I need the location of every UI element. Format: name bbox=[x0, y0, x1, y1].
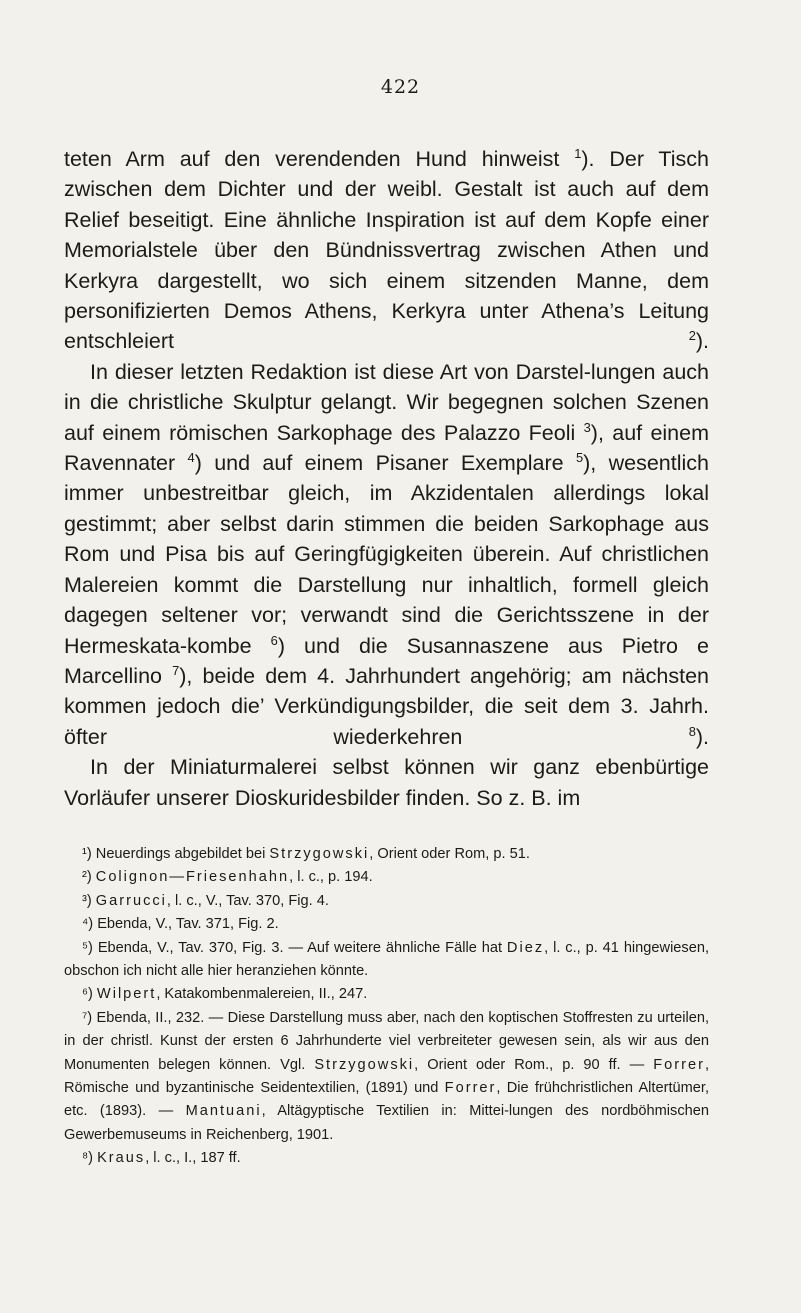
footnote-ref-5: 5 bbox=[575, 449, 584, 465]
footnote-7: ⁷) Ebenda, II., 232. — Diese Darstellung muss aber, nach den koptischen Stoffresten zu urteilen, in der christl. Kunst der ersten 6 Jahrhunderte viel verbreiteter gewesen sein, als wir aus den Monumenten belegen können. Vgl. Strzygowski, Orient oder Rom., p. 90 ff. — Forrer, Römische und byzantinische Seidentextilien, (1891) und Forrer, Die frühchristlichen Altertümer, etc. (1893). — Mantuani, Altägyptische Textilien in: Mittei-lungen des nordböhmischen Gewerbemuseums in Reichenberg, 1901. bbox=[64, 1009, 710, 1143]
footnote-2: ²) Colignon—Friesenhahn, l. c., p. 194. bbox=[82, 869, 373, 886]
footnote-ref-4: 4 bbox=[187, 449, 195, 465]
footnote-4: ⁴) Ebenda, V., Tav. 371, Fig. 2. bbox=[82, 916, 279, 933]
footnote-1: ¹) Neuerdings abgebildet bei Strzygowski, Orient oder Rom, p. 51. bbox=[82, 846, 530, 862]
footnote-ref-8: 8 bbox=[688, 723, 696, 739]
footnote-8: ⁸) Kraus, l. c., I., 187 ff. bbox=[82, 1150, 241, 1167]
main-text bbox=[64, 144, 709, 813]
paragraph-1: teten Arm auf den verendenden Hund hinweist $^1$). Der Tisch zwischen dem Dichter und der weibl. Gestalt ist auch auf dem Relief beseitigt. Eine ähnliche Inspiration ist auf dem Kopfe einer Memorialstele über den Bündnissvertrag zwischen Athen und Kerkyra dargestellt, wo sich einem sitzenden Manne, dem personifizierten Demos Athens, Kerkyra unter Athena’s Leitung entschleiert $^2$). bbox=[64, 145, 710, 354]
footnote-ref-3: 3 bbox=[583, 419, 591, 435]
footnote-3: ³) Garrucci, l. c., V., Tav. 370, Fig. 4. bbox=[82, 892, 329, 909]
footnotes bbox=[64, 843, 709, 1171]
footnote-ref-1: 1 bbox=[574, 145, 582, 161]
paragraph-3: In der Miniaturmalerei selbst können wir ganz ebenbürtige Vorläufer unserer Dioskuridesbilder finden. So z. B. im bbox=[64, 755, 709, 810]
page-number: 422 bbox=[380, 76, 421, 98]
footnote-ref-7: 7 bbox=[172, 662, 180, 678]
footnote-ref-6: 6 bbox=[270, 632, 278, 648]
footnote-ref-2: 2 bbox=[688, 328, 696, 344]
footnote-5: ⁵) Ebenda, V., Tav. 370, Fig. 3. — Auf weitere ähnliche Fälle hat Diez, l. c., p. 41 hingewiesen, obschon ich nicht alle hier heranziehen könnte. bbox=[64, 939, 710, 980]
footnote-6: ⁶) Wilpert, Katakombenmalereien, II., 247. bbox=[82, 986, 368, 1003]
paragraph-2: In dieser letzten Redaktion ist diese Art von Darstel-lungen auch in die christliche Skulptur gelangt. Wir begegnen solchen Szenen auf einem römischen Sarkophage des Palazzo Feoli $^3$), auf einem Ravennater $^4$) und auf einem Pisaner Exemplare $^5$), wesentlich immer unbestreitbar gleich, im Akzidentalen allerdings lokal gestimmt; aber selbst darin stimmen die beiden Sarkophage aus Rom und Pisa bis auf Geringfügigkeiten überein. Auf christlichen Malereien kommt die Darstellung nur inhaltlich, formell gleich dagegen seltener vor; verwandt sind die Gerichtsszene in der Hermeskata-kombe $^6$) und die Susannaszene aus Pietro e Marcellino $^7$), beide dem 4. Jahrhundert angehörig; am nächsten kommen jedoch die’ Verkündigungsbilder, die seit dem 3. Jahrh. öfter wiederkehren $^8$). bbox=[64, 359, 710, 749]
